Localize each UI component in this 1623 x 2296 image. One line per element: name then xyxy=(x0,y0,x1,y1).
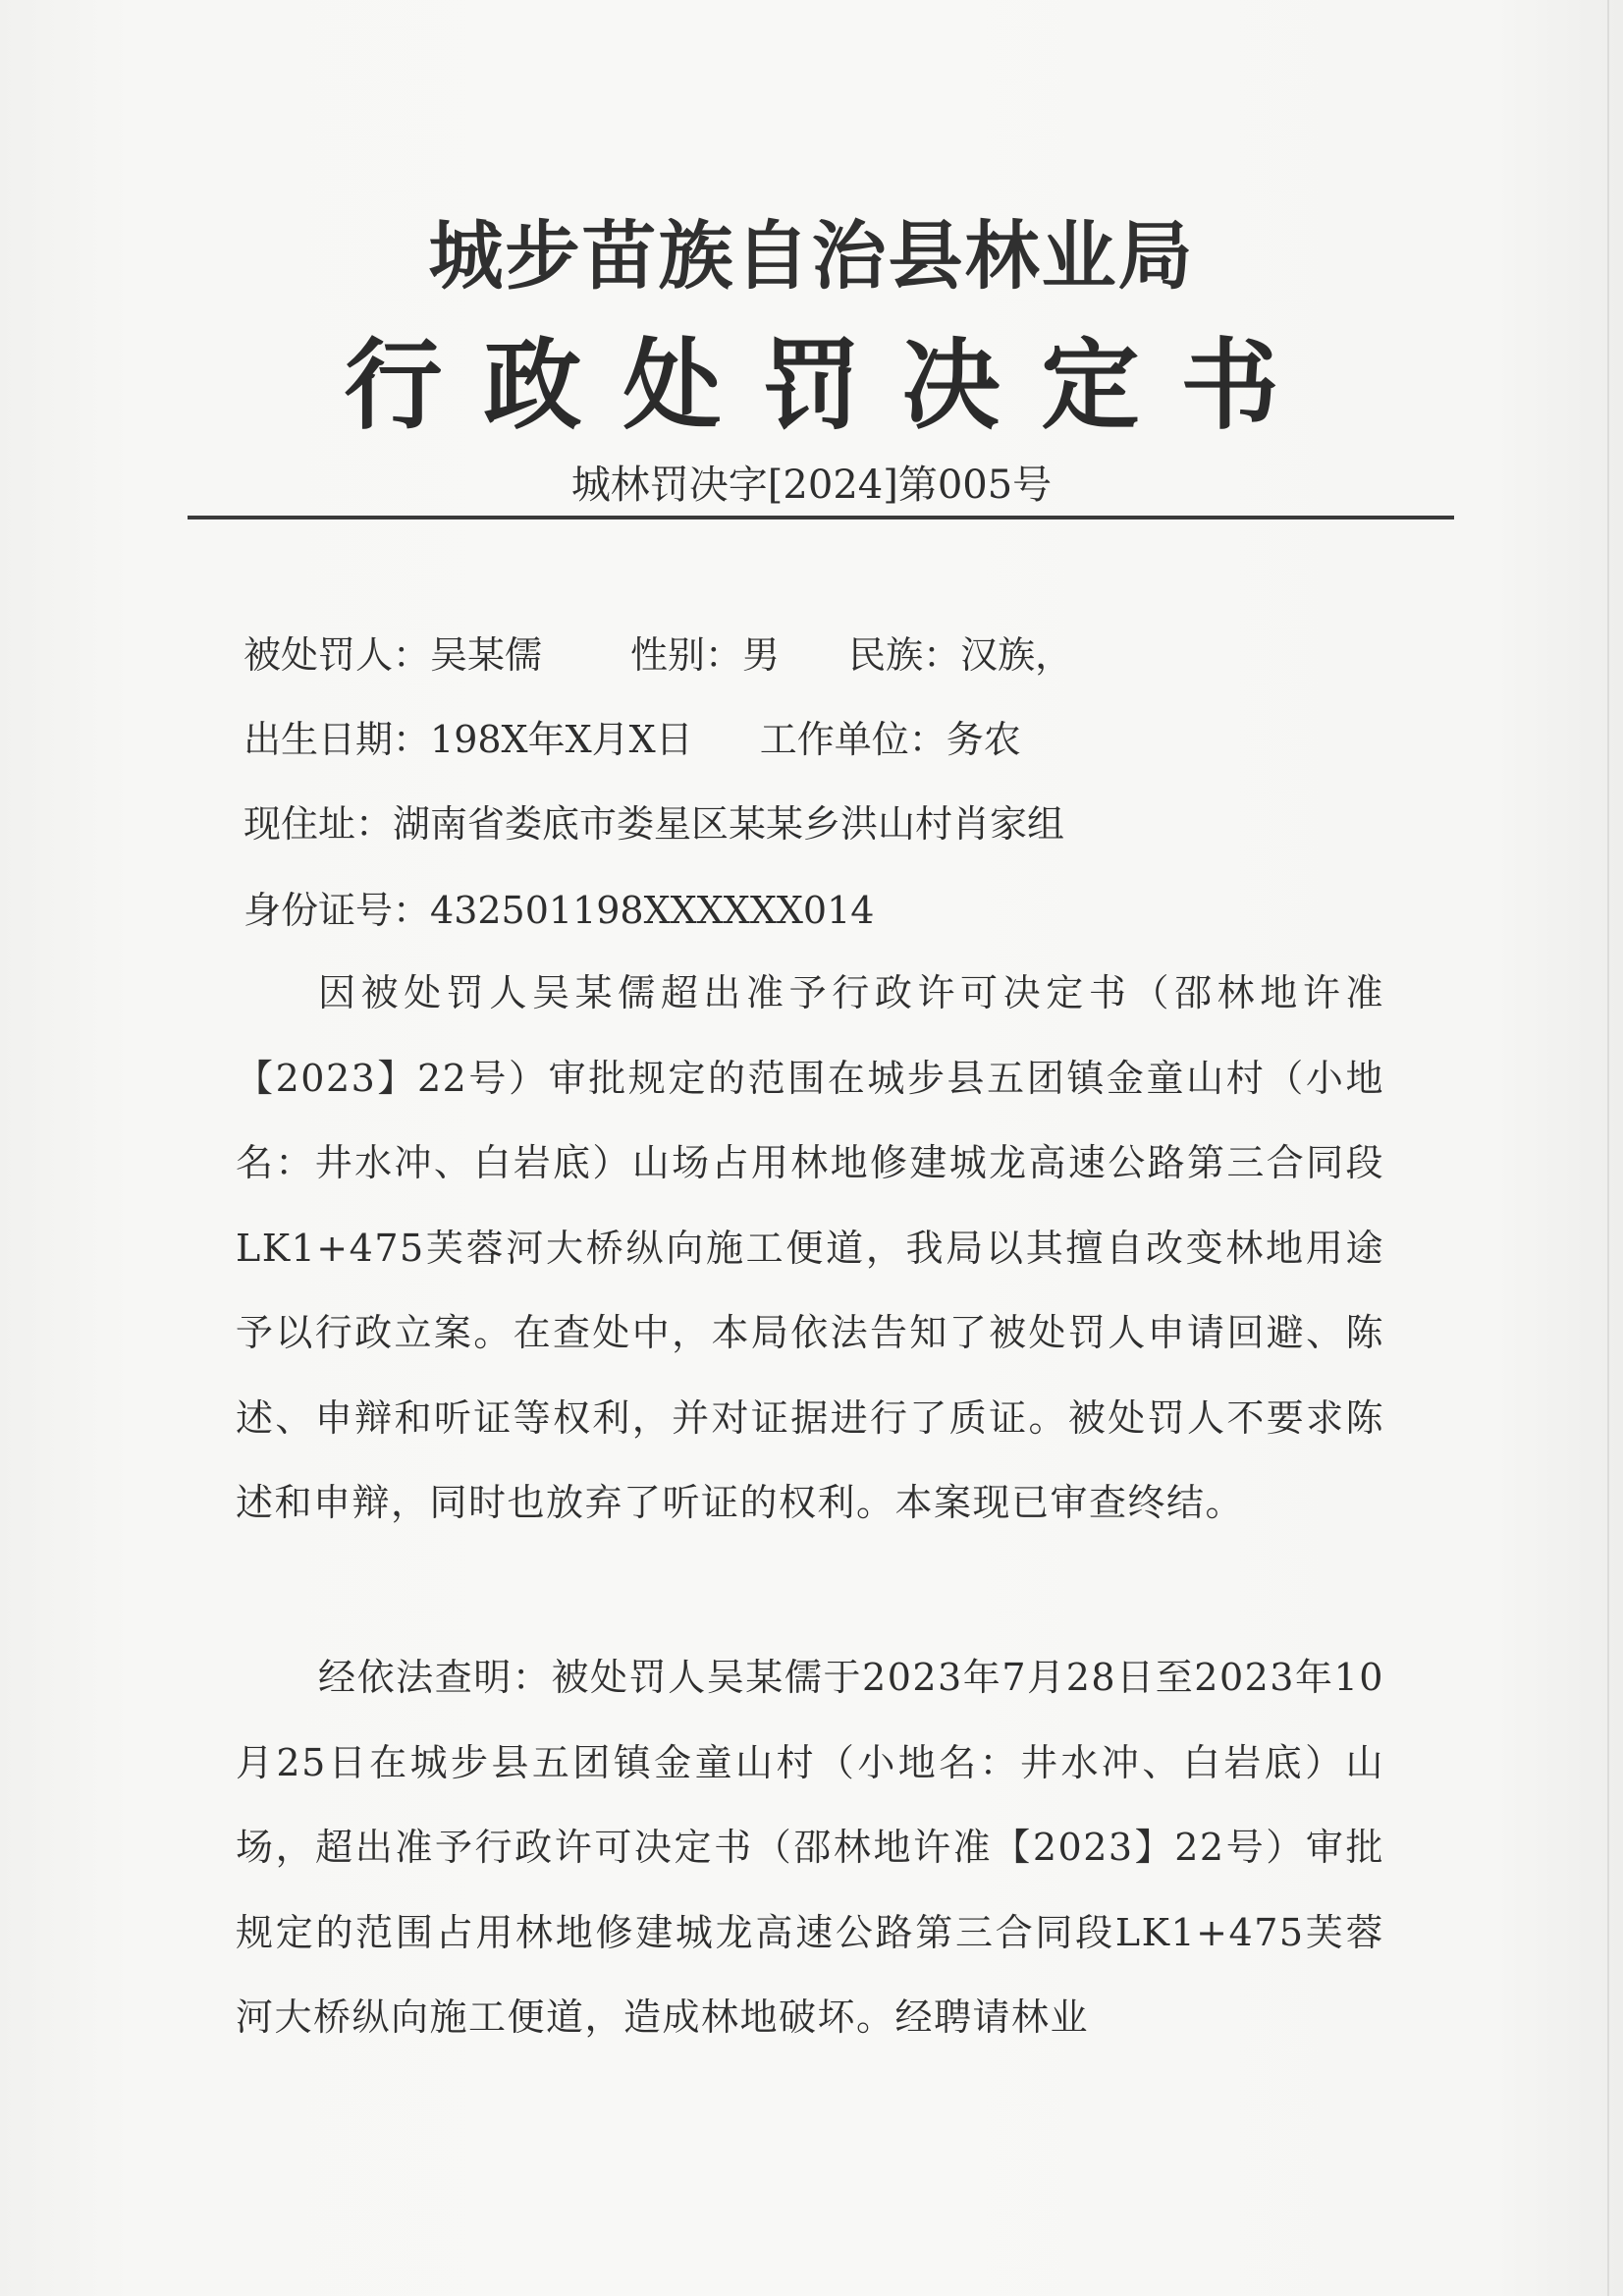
party-id-number: 432501198XXXXXX014 xyxy=(430,889,875,932)
document-type-title: 行政处罚决定书 xyxy=(344,328,1321,443)
dob-label: 出生日期： xyxy=(243,718,431,761)
ethnicity-label: 民族： xyxy=(848,633,961,677)
name-label: 被处罚人： xyxy=(243,633,431,677)
agency-title: 城步苗族自治县林业局 xyxy=(428,212,1195,300)
address-label: 现住址： xyxy=(243,802,394,846)
party-birth-employer xyxy=(243,709,1021,763)
party-dob: 198X年X月X日 xyxy=(430,718,693,761)
party-name: 吴某儒 xyxy=(430,633,543,677)
gender-label: 性别： xyxy=(630,633,743,677)
document-number: 城林罚决字[2024]第005号 xyxy=(570,463,1053,508)
party-employer: 务农 xyxy=(946,718,1021,761)
header-divider xyxy=(188,516,1454,519)
employer-label: 工作单位： xyxy=(759,718,947,761)
case-background-paragraph: 因被处罚人吴某儒超出准予行政许可决定书（邵林地许准【2023】22号）审批规定的范围在城步县五团镇金童山村（小地名：井水冲、白岩底）山场占用林地修建城龙高速公路第三合同段LK1+475芙蓉河大桥纵向施工便道，我局以其擅自改变林地用途予以行政立案。在查处中，本局依法告知了被处罚人申请回避、陈述、申辩和听证等权利，并对证据进行了质证。被处罚人不要求陈述和申辩，同时也放弃了听证的权利。本案现已审查终结。 xyxy=(236,971,1384,1524)
party-address-line xyxy=(243,793,1064,847)
party-id-line xyxy=(243,880,874,934)
id-label: 身份证号： xyxy=(243,889,431,932)
party-ethnicity: 汉族， xyxy=(960,633,1073,677)
party-basic-info xyxy=(243,625,1072,679)
party-gender: 男 xyxy=(742,633,781,677)
party-address: 湖南省娄底市娄星区某某乡洪山村肖家组 xyxy=(393,802,1065,846)
findings-paragraph: 经依法查明：被处罚人吴某儒于2023年7月28日至2023年10月25日在城步县五团镇金童山村（小地名：井水冲、白岩底）山场，超出准予行政许可决定书（邵林地许准【2023】22号）审批规定的范围占用林地修建城龙高速公路第三合同段LK1+475芙蓉河大桥纵向施工便道，造成林地破坏。经聘请林业 xyxy=(236,1656,1384,2039)
